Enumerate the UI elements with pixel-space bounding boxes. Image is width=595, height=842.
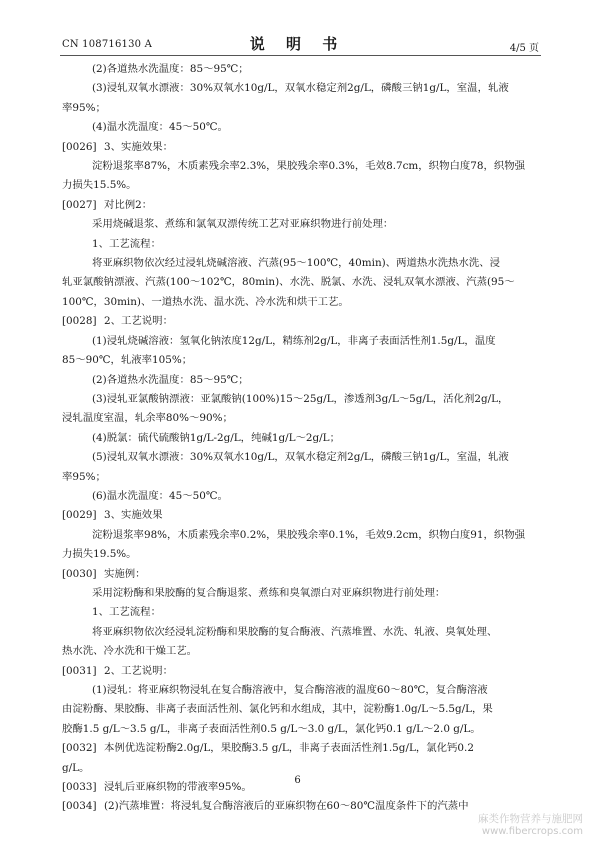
- line-text: 浸轧后亚麻织物的带液率95%。: [104, 781, 252, 794]
- line-text: 由淀粉酶、果胶酶、非离子表面活性剂、氯化钙和水组成，其中，淀粉酶1.0g/L～5.5g/L，果: [62, 703, 493, 716]
- line-text: 淀粉退浆率87%，木质素残余率2.3%，果胶残余率0.3%，毛效8.7cm，织物白度78，织物强: [92, 160, 526, 173]
- paragraph-line: [62, 487, 537, 506]
- line-text: (3)浸轧亚氯酸钠漂液：亚氯酸钠(100%)15～25g/L，渗透剂3g/L～5g/L，活化剂2g/L，: [92, 392, 509, 405]
- header-divider: [60, 55, 541, 56]
- paragraph-line-numbered: [62, 565, 537, 584]
- line-text: 100℃，30min)、一道热水洗、温水洗、冷水洗和烘干工艺。: [62, 295, 349, 308]
- paragraph-line-numbered: [62, 506, 537, 525]
- paragraph-line: [62, 118, 537, 137]
- line-text: 率95%；: [62, 101, 106, 114]
- watermark-site-name: 麻类作物营养与施肥网: [478, 813, 583, 825]
- line-text: g/L。: [62, 761, 90, 774]
- paragraph-line: [62, 254, 537, 273]
- paragraph-line: [62, 429, 537, 448]
- line-text: 对比例2：: [104, 198, 153, 211]
- paragraph-line: [62, 293, 537, 312]
- line-text: (5)浸轧双氧水漂液：30%双氧水10g/L，双氧水稳定剂2g/L，磷酸三钠1g/L，室温，轧液: [92, 451, 509, 464]
- line-text: 将亚麻织物依次经浸轧淀粉酶和果胶酶的复合酶液、汽蒸堆置、水洗、轧液、臭氧处理、: [92, 625, 498, 638]
- paragraph-number: [0029]: [62, 509, 97, 522]
- paragraph-line: [62, 526, 537, 545]
- paragraph-line: [62, 448, 537, 467]
- page-number: 6: [294, 775, 301, 786]
- paragraph-line: [62, 235, 537, 254]
- paragraph-line-numbered: [62, 312, 537, 331]
- line-text: 85～90℃，轧液率105%；: [62, 354, 193, 367]
- line-text: 将亚麻织物依次经过浸轧烧碱溶液、汽蒸(95～100℃，40min)、两道热水洗热水洗、浸: [92, 257, 500, 270]
- line-text: 胶酶1.5 g/L～3.5 g/L，非离子表面活性剂0.5 g/L～3.0 g/L，氯化钙0.1 g/L～2.0 g/L。: [62, 722, 481, 735]
- line-text: 2、工艺说明：: [104, 315, 173, 328]
- paragraph-number: [0031]: [62, 664, 97, 677]
- paragraph-line: [62, 99, 537, 118]
- line-text: (4)脱氯：硫代硫酸钠1g/L-2g/L，纯碱1g/L～2g/L；: [92, 431, 340, 444]
- line-text: (2)汽蒸堆置：将浸轧复合酶溶液后的亚麻织物在60～80℃温度条件下的汽蒸中: [104, 800, 469, 813]
- paragraph-line: [62, 623, 537, 642]
- paragraph-line: [62, 157, 537, 176]
- line-text: 3、实施效果：: [104, 140, 173, 153]
- line-text: (6)温水洗温度：45～50℃。: [92, 489, 228, 502]
- line-text: 浸轧温度室温，轧余率80%～90%；: [62, 412, 233, 425]
- watermark-url: www.fibercrops.com: [481, 826, 583, 837]
- line-text: 实施例：: [104, 567, 146, 580]
- document-body: [62, 60, 537, 817]
- paragraph-number: [0027]: [62, 198, 97, 211]
- paragraph-line: [62, 351, 537, 370]
- line-text: 本例优选淀粉酶2.0g/L，果胶酶3.5 g/L，非离子表面活性剂1.5g/L，氯化钙0.2: [104, 742, 474, 755]
- paragraph-line-numbered: [62, 797, 537, 816]
- line-text: 轧亚氯酸钠漂液、汽蒸(100～102℃，80min)、水洗、脱氯、水洗、浸轧双氧水漂液、汽蒸(95～: [62, 276, 515, 289]
- line-text: (4)温水洗温度：45～50℃。: [92, 121, 228, 134]
- line-text: (1)浸轧烧碱溶液：氢氧化钠浓度12g/L，精练剂2g/L，非离子表面活性剂1.5g/L，温度: [92, 334, 496, 347]
- paragraph-line: [62, 700, 537, 719]
- paragraph-line-numbered: [62, 662, 537, 681]
- paragraph-number: [0032]: [62, 742, 97, 755]
- line-text: 2、工艺说明：: [104, 664, 173, 677]
- line-text: 采用烧碱退浆、煮练和氯氧双漂传统工艺对亚麻织物进行前处理：: [92, 218, 394, 231]
- paragraph-line: [62, 371, 537, 390]
- paragraph-line: [62, 584, 537, 603]
- line-text: 热水洗、冷水洗和干燥工艺。: [62, 645, 198, 658]
- paragraph-line-numbered: [62, 138, 537, 157]
- paragraph-number: [0033]: [62, 781, 97, 794]
- line-text: (2)各道热水洗温度：85～95℃；: [92, 63, 249, 75]
- line-text: (2)各道热水洗温度：85～95℃；: [92, 373, 249, 386]
- paragraph-line: [62, 390, 537, 409]
- paragraph-line: [62, 273, 537, 292]
- paragraph-line: [62, 468, 537, 487]
- paragraph-line-numbered: [62, 196, 537, 215]
- line-text: 力损失19.5%。: [62, 548, 137, 561]
- paragraph-line: [62, 79, 537, 98]
- paragraph-line: [62, 681, 537, 700]
- paragraph-line: [62, 642, 537, 661]
- paragraph-line: [62, 215, 537, 234]
- line-text: (1)浸轧：将亚麻织物浸轧在复合酶溶液中，复合酶溶液的温度60～80℃，复合酶溶液: [92, 684, 488, 696]
- patent-number: CN 108716130 A: [62, 39, 153, 50]
- paragraph-number: [0030]: [62, 567, 97, 580]
- paragraph-number: [0026]: [62, 140, 97, 153]
- paragraph-line: [62, 332, 537, 351]
- line-text: 采用淀粉酶和果胶酶的复合酶退浆、煮练和臭氧漂白对亚麻织物进行前处理：: [92, 586, 446, 599]
- page-title: 说 明 书: [249, 35, 346, 53]
- line-text: 1、工艺流程：: [92, 606, 161, 619]
- paragraph-line-numbered: [62, 739, 537, 758]
- line-text: 3、实施效果: [104, 509, 163, 522]
- paragraph-line: [62, 60, 537, 79]
- paragraph-line: [62, 545, 537, 564]
- line-text: 1、工艺流程：: [92, 237, 161, 250]
- paragraph-line: [62, 720, 537, 739]
- line-text: 力损失15.5%。: [62, 179, 137, 192]
- paragraph-line: [62, 409, 537, 428]
- line-text: 淀粉退浆率98%，木质素残余率0.2%，果胶残余率0.1%，毛效9.2cm，织物白度91，织物强: [92, 528, 526, 541]
- line-text: 率95%；: [62, 470, 106, 483]
- paragraph-number: [0028]: [62, 315, 97, 328]
- page-indicator: 4/5 页: [509, 43, 539, 54]
- paragraph-line: [62, 603, 537, 622]
- line-text: (3)浸轧双氧水漂液：30%双氧水10g/L，双氧水稳定剂2g/L，磷酸三钠1g/L，室温，轧液: [92, 82, 509, 95]
- paragraph-number: [0034]: [62, 800, 97, 813]
- paragraph-line: [62, 176, 537, 195]
